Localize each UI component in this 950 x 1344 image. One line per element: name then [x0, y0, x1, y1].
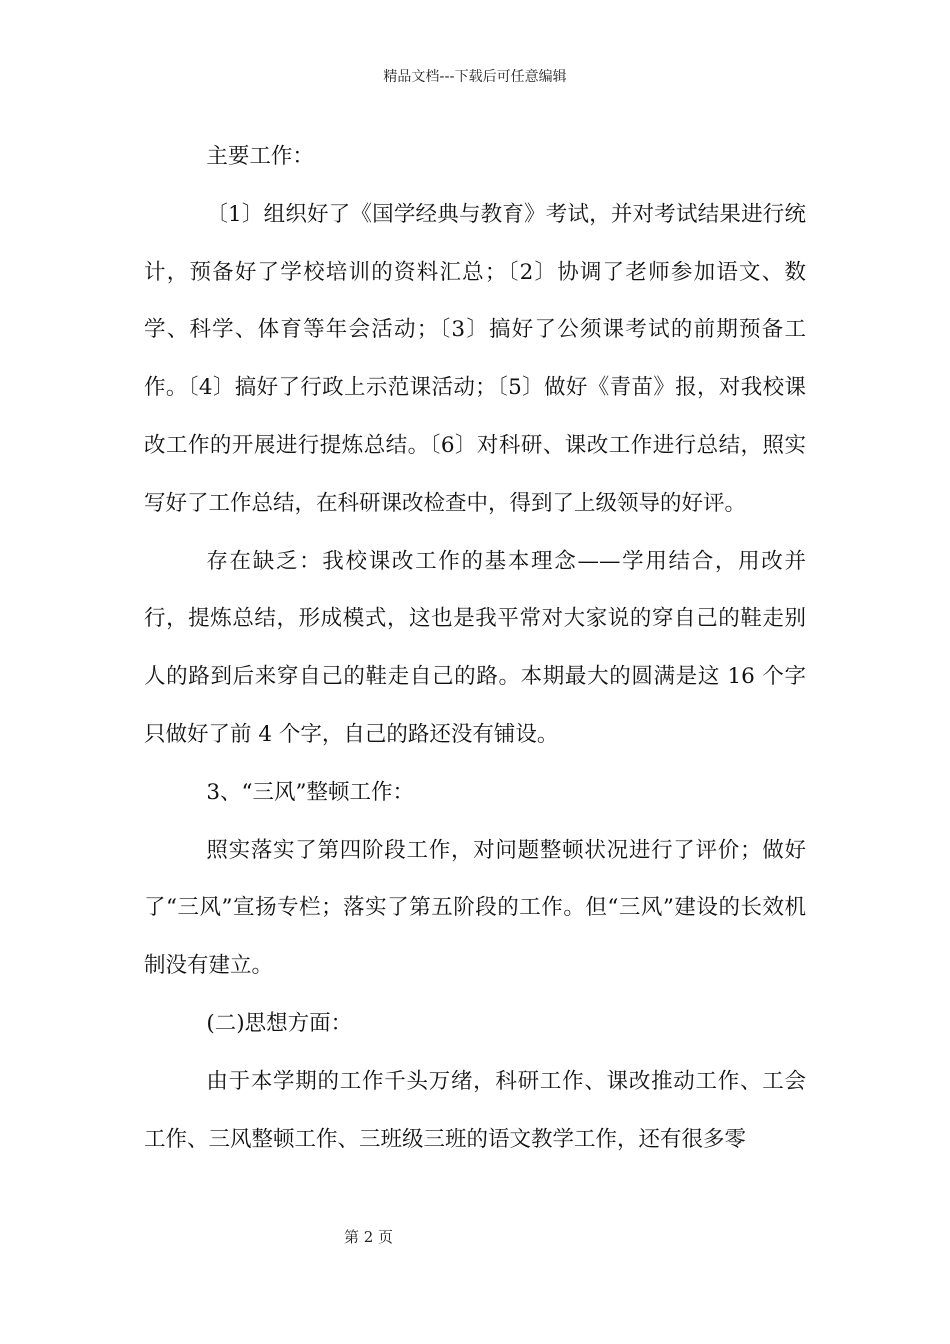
paragraph-ideology-heading: (二)思想方面：: [206, 1010, 353, 1036]
paragraph-main-work-heading: 主要工作：: [206, 144, 314, 169]
paragraph-ideology-body: 由于本学期的工作千头万绪，科研工作、课改推动工作、工会工作、三风整顿工作、三班级三班的语文教学工作，还有很多零: [144, 1068, 806, 1152]
page-number: 第 2 页: [343, 1228, 394, 1246]
document-body: [144, 128, 806, 1168]
paragraph-three-styles-body: 照实落实了第四阶段工作，对问题整顿状况进行了评价；做好了“三风”宣扬专栏；落实了第五阶段的工作。但“三风”建设的长效机制没有建立。: [144, 837, 807, 979]
paragraph-main-work-items: 〔1〕组织好了《国学经典与教育》考试，并对考试结果进行统计，预备好了学校培训的资料汇总；〔2〕协调了老师参加语文、数学、科学、体育等年会活动；〔3〕搞好了公须课考试的前期预备工作。〔4〕搞好了行政上示范课活动；〔5〕做好《青苗》报，对我校课改工作的开展进行提炼总结。〔6〕对科研、课改工作进行总结，照实写好了工作总结，在科研课改检查中，得到了上级领导的好评。: [144, 201, 806, 516]
paragraph-three-styles-heading: 3、“三风”整顿工作：: [206, 779, 415, 805]
page-header: 精品文档---下载后可任意编辑: [383, 69, 567, 85]
paragraph-shortcomings: 存在缺乏：我校课改工作的基本理念——学用结合，用改并行，提炼总结，形成模式，这也是我平常对大家说的穿自己的鞋走别人的路到后来穿自己的鞋走自己的路。本期最大的圆满是这 16 个字只做好了前 4 个字，自己的路还没有铺设。: [144, 548, 806, 747]
